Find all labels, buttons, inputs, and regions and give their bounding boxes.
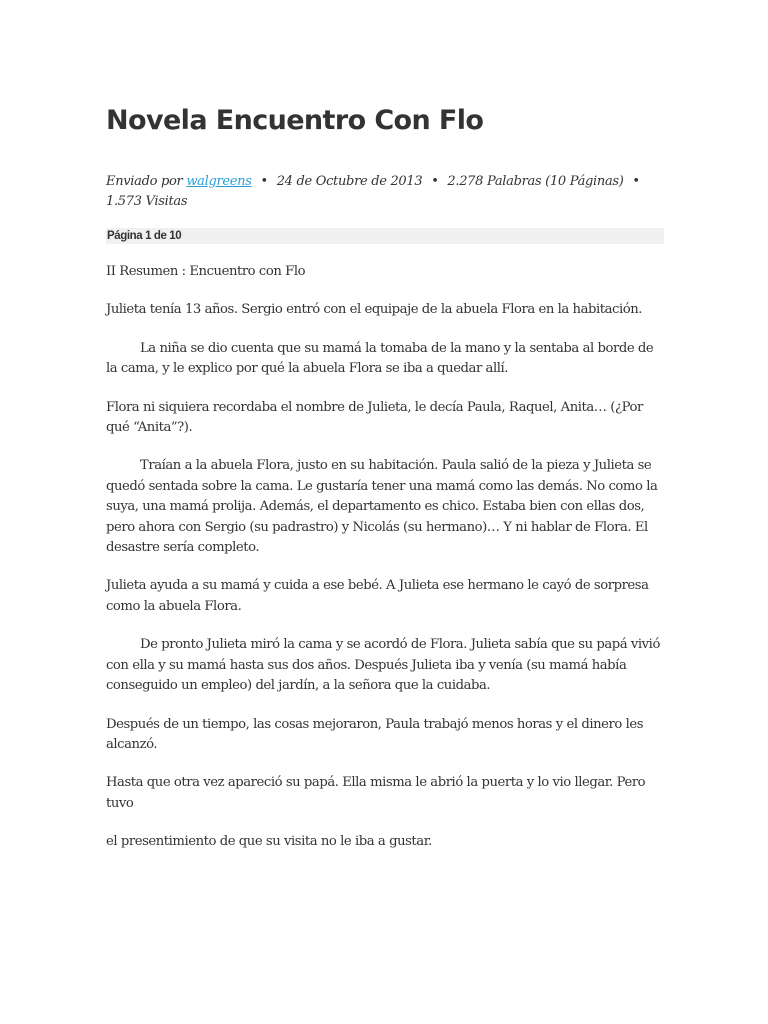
page-indicator: Página 1 de 10	[107, 230, 182, 242]
article-meta	[106, 172, 664, 212]
article	[106, 100, 664, 871]
paragraph: Flora ni siquiera recordaba el nombre de Julieta, le decía Paula, Raquel, Anita… (¿Por qué “Anita”?).	[106, 399, 643, 436]
word-count: 2.278 Palabras (10 Páginas)	[447, 174, 624, 189]
visit-count: 1.573 Visitas	[106, 194, 188, 209]
paragraph: La niña se dio cuenta que su mamá la tomaba de la mano y la sentaba al borde de la cama, y le explico por qué la abuela Flora se iba a quedar allí.	[106, 340, 654, 377]
sent-by-label: Enviado por	[106, 174, 183, 189]
paragraph: Hasta que otra vez apareció su papá. Ella misma le abrió la puerta y lo vio llegar. Pero tuvo	[106, 775, 646, 811]
paragraph: Julieta ayuda a su mamá y cuida a ese bebé. A Julieta ese hermano le cayó de sorpresa como la abuela Flora.	[106, 578, 649, 614]
meta-separator: •	[431, 174, 439, 189]
article-body	[106, 262, 664, 853]
meta-separator: •	[632, 174, 640, 189]
publish-date: 24 de Octubre de 2013	[276, 174, 423, 189]
paragraph: Después de un tiempo, las cosas mejoraron, Paula trabajó menos horas y el dinero les alcanzó.	[106, 716, 644, 752]
paragraph: Traían a la abuela Flora, justo en su habitación. Paula salió de la pieza y Julieta se quedó sentada sobre la cama. Le gustaría tener una mamá como las demás. No como la suya, una mamá prolija. Además, el departamento es chico. Estaba bien con ellas dos, pero ahora con Sergio (su padrastro) y Nicolás (su hermano)… Y ni hablar de Flora. El desastre sería completo.	[106, 458, 658, 556]
paragraph: Julieta tenía 13 años. Sergio entró con el equipaje de la abuela Flora en la habitación.	[106, 302, 643, 318]
page-indicator-bar	[106, 228, 664, 244]
meta-separator: •	[260, 174, 268, 189]
article-title: Novela Encuentro Con Flo	[106, 105, 484, 136]
paragraph: el presentimiento de que su visita no le iba a gustar.	[106, 834, 432, 850]
paragraph: II Resumen : Encuentro con Flo	[106, 264, 306, 279]
author-link[interactable]: walgreens	[186, 174, 252, 189]
paragraph: De pronto Julieta miró la cama y se acordó de Flora. Julieta sabía que su papá vivió con ella y su mamá hasta sus dos años. Después Julieta iba y venía (su mamá había conseguido un empleo) del jardín, a la señora que la cuidaba.	[106, 637, 660, 694]
